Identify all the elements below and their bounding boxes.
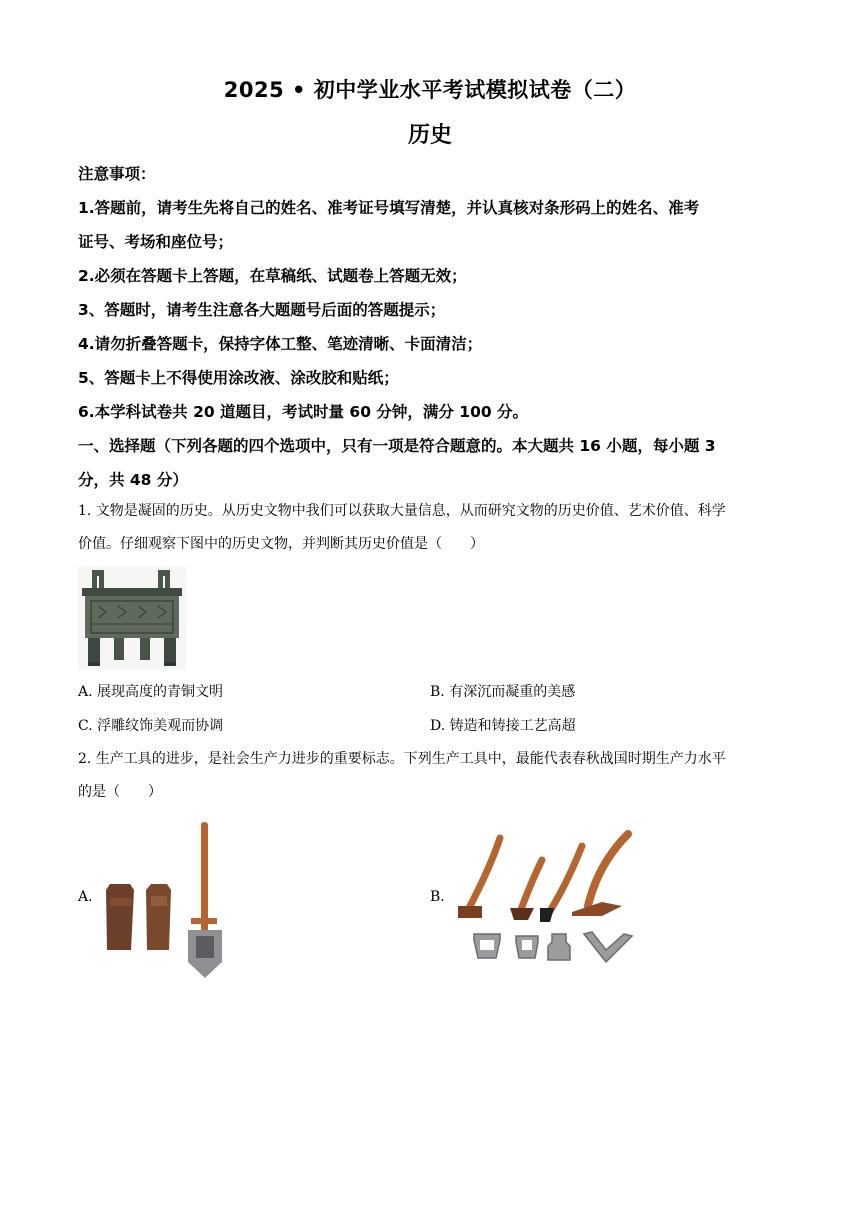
notice-item-5: 5、答题卡上不得使用涂改液、涂改胶和贴纸； [78, 369, 399, 387]
question-1-option-d[interactable]: D. 铸造和铸接工艺高超 [430, 718, 576, 734]
section-heading: 一、选择题（下列各题的四个选项中，只有一项是符合题意的。本大题共 16 小题，每小题 3 [78, 437, 716, 455]
question-2-option-b[interactable]: B. [430, 889, 445, 905]
page-title: 2025 • 初中学业水平考试模拟试卷（二） [223, 78, 637, 102]
notice-item-6: 6.本学科试卷共 20 道题目，考试时量 60 分钟，满分 100 分。 [78, 403, 529, 421]
notice-item-1: 1.答题前，请考生先将自己的姓名、准考证号填写清楚，并认真核对条形码上的姓名、准考 [78, 199, 700, 217]
question-1-option-a[interactable]: A. 展现高度的青铜文明 [78, 684, 224, 700]
question-1-stem-cont: 价值。仔细观察下图中的历史文物，并判断其历史价值是（ ） [78, 536, 484, 552]
question-1-option-b[interactable]: B. 有深沉而凝重的美感 [430, 684, 576, 700]
notice-item-1-cont: 证号、考场和座位号； [78, 233, 234, 251]
question-2-stem-cont: 的是（ ） [78, 784, 162, 800]
question-1-stem: 1. 文物是凝固的历史。从历史文物中我们可以获取大量信息，从而研究文物的历史价值、艺术价值、科学 [78, 503, 726, 519]
notice-heading: 注意事项： [78, 165, 156, 183]
section-heading-cont: 分，共 48 分） [78, 471, 188, 489]
question-2-option-a[interactable]: A. [78, 889, 93, 905]
subject-title: 历史 [407, 123, 452, 148]
question-1-option-c[interactable]: C. 浮雕纹饰美观而协调 [78, 718, 224, 734]
question-2-stem: 2. 生产工具的进步，是社会生产力进步的重要标志。下列生产工具中，最能代表春秋战国时期生产力水平 [78, 751, 726, 767]
notice-item-2: 2.必须在答题卡上答题，在草稿纸、试题卷上答题无效； [78, 267, 467, 285]
plough-tools-image [452, 830, 640, 970]
notice-item-3: 3、答题时，请考生注意各大题题号后面的答题提示； [78, 301, 446, 319]
notice-item-4: 4.请勿折叠答题卡，保持字体工整、笔迹清晰、卡面清洁； [78, 335, 483, 353]
spade-tools-image [98, 820, 228, 980]
bronze-ding-image [78, 566, 186, 670]
